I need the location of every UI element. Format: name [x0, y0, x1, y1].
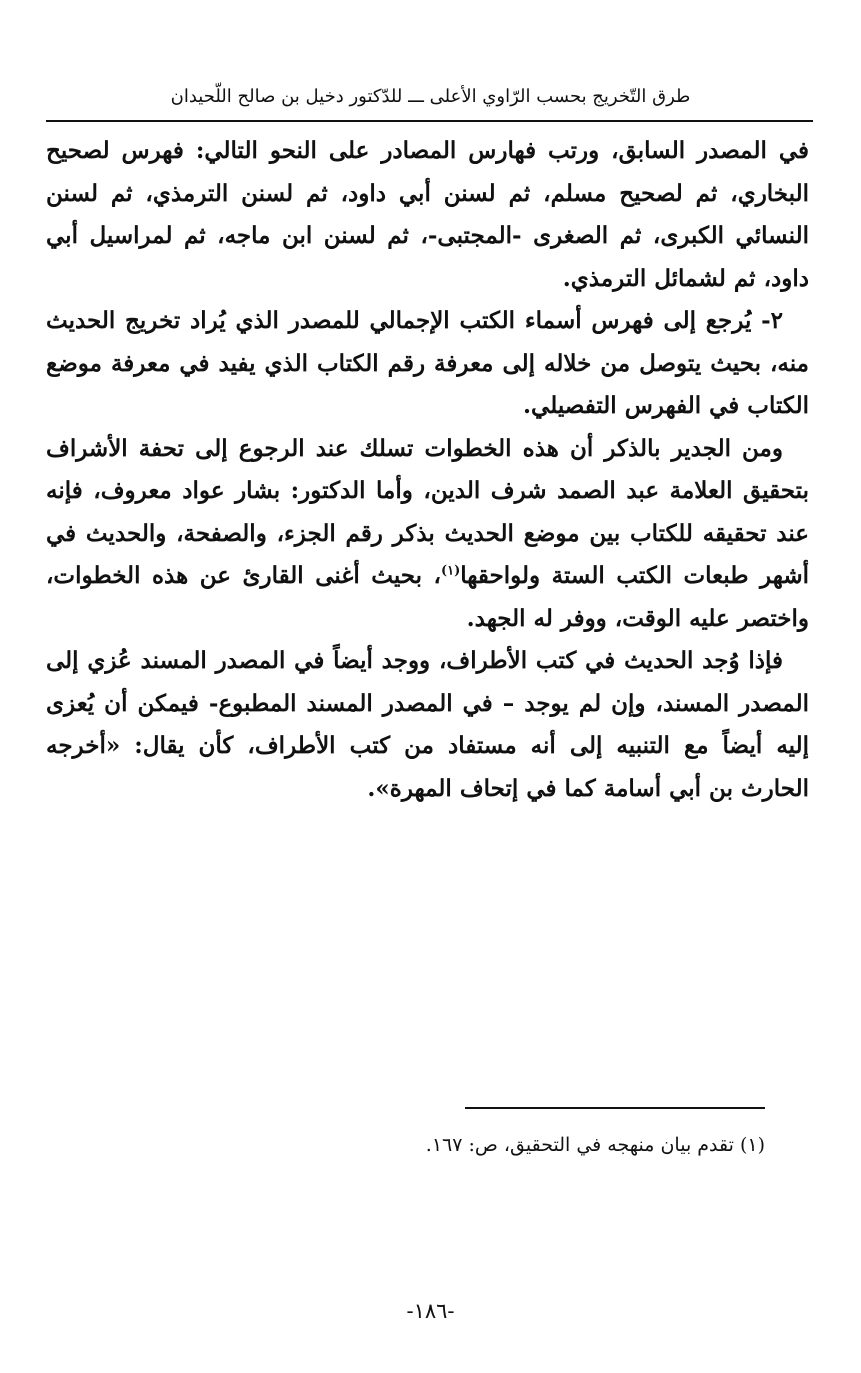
footnote-rule [465, 1107, 765, 1109]
paragraph-3-text-end: ، بحيث أغنى القارئ عن هذه الخطوات، واختصر عليه الوقت، ووفر له الجهد. [46, 562, 809, 632]
running-header: طرق التّخريج بحسب الرّاوي الأعلى ـــ للدّكتور دخيل بن صالح اللّحيدان [170, 86, 691, 107]
footnote-marker-1[interactable]: (١) [440, 563, 461, 579]
paragraph-2: ٢- يُرجع إلى فهرس أسماء الكتب الإجمالي للمصدر الذي يُراد تخريج الحديث منه، بحيث يتوصل من خلاله إلى معرفة رقم الكتاب الذي يفيد في معرفة موضع الكتاب في الفهرس التفصيلي. [46, 307, 809, 419]
header-rule [46, 120, 813, 122]
footnote-1: (١) تقدم بيان منهجه في التحقيق، ص: ١٦٧. [425, 1134, 765, 1156]
paragraph-3-text-start: ومن الجدير بالذكر أن هذه الخطوات تسلك عند الرجوع إلى تحفة الأشراف بتحقيق العلامة عبد الصمد شرف الدين، وأما الدكتور: بشار عواد معروف، فإنه عند تحقيقه للكتاب بين موضع الحديث بذكر رقم الجزء، والصفحة، والحديث في أشهر طبعات الكتب الستة ولواحقها [46, 434, 809, 589]
page-number: -١٨٦- [406, 1299, 455, 1323]
paragraph-3 [46, 428, 809, 641]
paragraph-4: فإذا وُجد الحديث في كتب الأطراف، ووجد أيضاً في المصدر المسند عُزي إلى المصدر المسند، وإن لم يوجد – في المصدر المسند المطبوع- فيمكن أن يُعزى إليه أيضاً مع التنبيه إلى أنه مستفاد من كتب الأطراف، كأن يقال: «أخرجه الحارث بن أبي أسامة كما في إتحاف المهرة». [46, 647, 809, 802]
body-text [46, 130, 809, 810]
paragraph-1: في المصدر السابق، ورتب فهارس المصادر على النحو التالي: فهرس لصحيح البخاري، ثم لصحيح مسلم، ثم لسنن أبي داود، ثم لسنن الترمذي، ثم لسنن النسائي الكبرى، ثم الصغرى -المجتبى-، ثم لسنن ابن ماجه، ثم لمراسيل أبي داود، ثم لشمائل الترمذي. [46, 137, 809, 292]
